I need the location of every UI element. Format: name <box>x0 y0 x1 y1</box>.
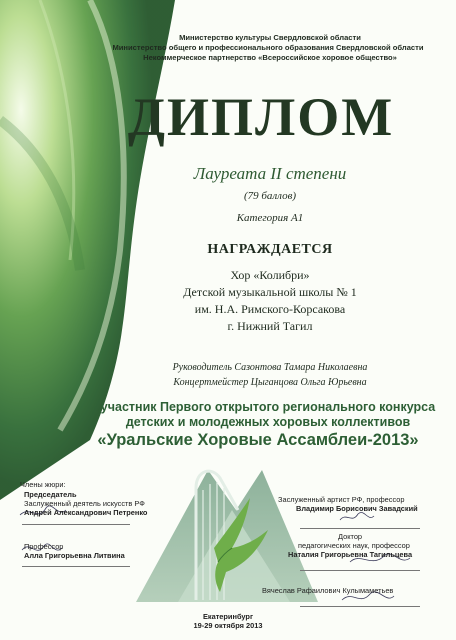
footer-city: Екатеринбург <box>202 612 254 621</box>
org-line-3: Некоммерческое партнерство «Всероссийское хоровое общество» <box>143 53 397 62</box>
diploma-category: Категория А1 <box>236 212 304 224</box>
signature-line-member <box>22 566 130 567</box>
footer-dates: 19-29 октября 2013 <box>193 621 263 630</box>
org-line-2: Министерство общего и профессионального образования Свердловской области <box>112 43 424 52</box>
awarded-heading: НАГРАЖДАЕТСЯ <box>207 242 333 257</box>
event-line-1: участник Первого открытого регионального конкурса <box>100 400 436 414</box>
signature-line-chair <box>22 524 130 525</box>
accompanist-line: Концертмейстер Цыганцова Ольга Юрьевна <box>173 377 367 388</box>
jury-heading: Члены жюри: <box>20 480 66 489</box>
signature-line-right-3 <box>300 606 420 607</box>
diploma-title: ДИПЛОМ <box>127 87 395 147</box>
event-line-2: детских и молодежных хоровых коллективов <box>125 415 411 429</box>
jury-right-2-title: Доктор <box>338 532 363 541</box>
jury-right-3-name: Вячеслав Рафаилович Кулымаметьев <box>262 586 394 595</box>
recipient-line-1: Хор «Колибри» <box>230 268 310 282</box>
jury-chair-role: Председатель <box>24 490 77 499</box>
recipient-line-3: им. Н.А. Римского-Корсакова <box>194 302 346 316</box>
leader-line: Руководитель Сазонтова Тамара Николаевна <box>172 362 368 373</box>
diploma-degree: Лауреата II степени <box>193 164 347 183</box>
jury-right-2-title-2: педагогических наук, профессор <box>298 541 410 550</box>
signature-line-right-1 <box>300 528 420 529</box>
jury-right-2-name: Наталия Григорьевна Тагильцева <box>288 550 413 559</box>
signature-line-right-2 <box>300 570 420 571</box>
jury-chair-name: Андрей Александрович Петренко <box>24 508 148 517</box>
recipient-line-2: Детской музыкальной школы № 1 <box>183 285 357 299</box>
jury-chair-title: Заслуженный деятель искусств РФ <box>24 499 145 508</box>
org-line-1: Министерство культуры Свердловской области <box>179 33 361 42</box>
recipient-line-4: г. Нижний Тагил <box>227 319 313 333</box>
jury-member-name: Алла Григорьевна Литвина <box>24 551 125 560</box>
diploma-points: (79 баллов) <box>243 190 297 202</box>
jury-member-role: Профессор <box>24 542 64 551</box>
jury-right-1-name: Владимир Борисович Завадский <box>296 504 418 513</box>
jury-right-1-title: Заслуженный артист РФ, профессор <box>278 495 405 504</box>
event-name: «Уральские Хоровые Ассамблеи-2013» <box>97 431 419 449</box>
